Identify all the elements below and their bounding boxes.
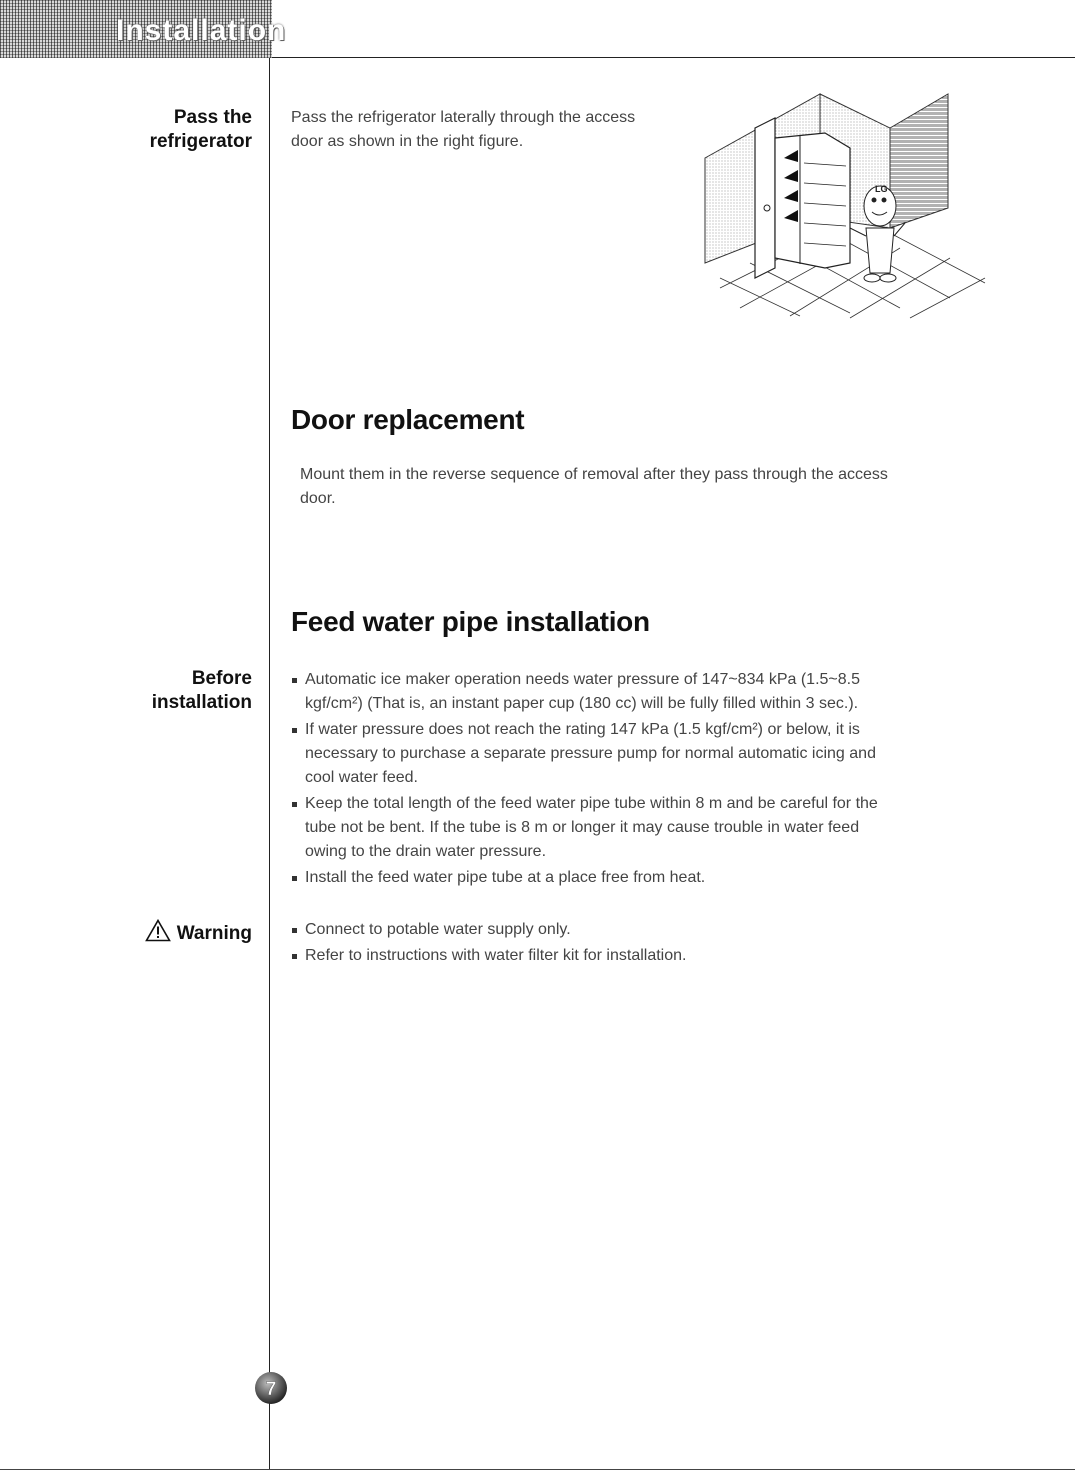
list-item: Automatic ice maker operation needs water pressure of 147~834 kPa (1.5~8.5 kgf/cm²) (That is, an instant paper cup (180 cc) will be fully filled within 3 sec.). bbox=[291, 668, 991, 716]
list-item: Refer to instructions with water filter kit for installation. bbox=[291, 944, 991, 968]
list-item: Keep the total length of the feed water pipe tube within 8 m and be careful for the tube not be bent. If the tube is 8 m or longer it may cause trouble in water feed owing to the drain water pressure. bbox=[291, 792, 991, 864]
margin-rule bbox=[269, 58, 270, 1470]
footer-rule bbox=[0, 1469, 1075, 1470]
refrigerator-door-figure bbox=[700, 88, 990, 320]
list-item: Connect to potable water supply only. bbox=[291, 918, 991, 942]
door-replacement-text: Mount them in the reverse sequence of removal after they pass through the access door. bbox=[300, 466, 888, 507]
pass-refrigerator-label: Pass the refrigerator bbox=[149, 107, 252, 152]
door-replacement-heading: Door replacement bbox=[291, 404, 525, 435]
header-rule bbox=[272, 57, 1075, 58]
mascot-badge: LG bbox=[875, 184, 888, 194]
warning-list bbox=[291, 918, 991, 970]
page-number: 7 bbox=[265, 1379, 277, 1400]
page-number-badge bbox=[254, 1371, 288, 1405]
warning-triangle-icon bbox=[145, 919, 171, 942]
section-banner bbox=[0, 0, 287, 58]
feed-water-heading: Feed water pipe installation bbox=[291, 606, 650, 637]
list-item: If water pressure does not reach the rating 147 kPa (1.5 kgf/cm²) or below, it is necessary to purchase a separate pressure pump for normal automatic icing and cool water feed. bbox=[291, 718, 991, 790]
list-item: Install the feed water pipe tube at a place free from heat. bbox=[291, 866, 991, 890]
section-title: Installation bbox=[116, 14, 287, 47]
before-installation-list bbox=[291, 668, 991, 892]
warning-label: Warning bbox=[145, 919, 252, 946]
before-installation-label: Before installation bbox=[151, 668, 252, 713]
pass-refrigerator-text: Pass the refrigerator laterally through the access door as shown in the right figure. bbox=[291, 109, 636, 150]
